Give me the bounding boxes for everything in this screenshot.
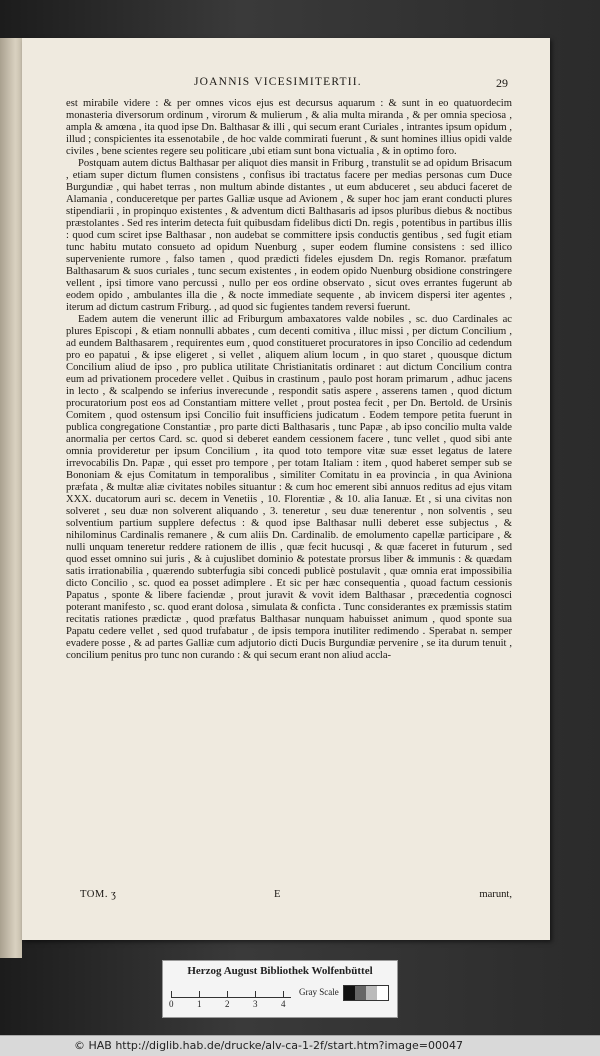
signature-mark: E bbox=[274, 889, 281, 900]
body-text bbox=[66, 98, 512, 662]
catchword: marunt, bbox=[479, 889, 512, 900]
running-head bbox=[22, 76, 550, 96]
scale-tick bbox=[255, 991, 256, 997]
library-colorbar bbox=[162, 960, 398, 1018]
scale-tick bbox=[171, 991, 172, 997]
scale-tick-label: 1 bbox=[197, 999, 202, 1009]
scale-tick bbox=[199, 991, 200, 997]
facing-page-edge bbox=[0, 38, 22, 958]
gray-scale-swatches bbox=[343, 985, 389, 1001]
gray-swatch bbox=[377, 986, 388, 1000]
page-number: 29 bbox=[496, 76, 508, 90]
book-page bbox=[22, 38, 550, 940]
gray-swatch bbox=[344, 986, 355, 1000]
source-url[interactable]: © HAB http://diglib.hab.de/drucke/alv-ca-1-2f/start.htm?image=00047 bbox=[74, 1039, 463, 1052]
cm-scale bbox=[171, 985, 291, 998]
scale-tick-label: 0 bbox=[169, 999, 174, 1009]
paragraph-3: Eadem autem die venerunt illic ad Friburgum ambaxatores valde nobiles , sc. duo Cardinales ac plures Episcopi , & etiam nonnulli abbates , cum decenti comitiva , illuc missi , per dictum Concilium , ad eundem Balthasarem , requirentes eum , quod constitueret procuratores in ipso Concilio ad cedendum pro eo papatui , & ipse eligeret , si vellet , aliquem alium locum , in quo staret , quousque dictum Concilium aliud de ipso , pro publica utilitate Christianitatis ordinaret : aut dictum Concilium contra eum ad privationem procedere vellet . Quibus in crastinum , paulo post horam primarum , adhuc jacens in lecto , & scalpendo se inferius inverecunde , respondit satis aspere , asserens tamen , quod dictum procuratorium post eos ad Constantiam mittere vellet , prout postea fecit , per Dn. Bertold. de Ursinis Comitem , quod ostensum ipsi Concilio fuit insufficiens judicatum . Eodem tempore petita fuerunt in publica congregatione Constantiæ , pro parte dicti Balthasaris , tunc Papæ , ab ipso concilio multa valde anormalia per certos Card. sc. quod si deberet eandem cessionem facere , tunc vellet , quod sibi ante omnia provideretur per ipsum Concilium , ita quod toto tempore vitæ suæ esset legatus de latere irrevocabilis Dn. Papæ , qui esset pro tempore , per totam Italiam : item , quod haberet semper sub se Bononiam & ejus Comitatum in temporalibus , similiter Comitatu in ea provincia , in qua Aviniona præfata , & multæ aliæ civitates nobiles situantur : & cum hoc emerent sibi annuos reditus ad ejus vitam XXX. ducatorum auri sc. decem in Venetiis , 10. Florentiæ , & 10. alia Ianuæ. Et , si una civitas non solveret , seu duæ non solverent aliquando , 3. teneretur , seu duæ tenerentur , non solventis , seu solventium partium supplere defectus : & quod ipse Balthasar nulli deberet esse subjectus , & nihilominus Cardinalis remanere , & cum aliis Dn. Cardinalib. de emolumento capellæ participare , & nulli unquam teneretur reddere rationem de illis , quæ fecit hucusqi , & quæ faceret in futurum , sed quod esset omnino sui juris , & à cujuslibet dominio & potestate prorsus liber & immunis : & quædam satis irrationabilia , quærendo subterfugia sibi concedi publicè postulavit , quæ omnia erat impossibilia dicto Concilio , sc. quod ea posset adimplere . Et sic per hæc consequentia , quoad factum cessionis Papatus , sponte & libere faciendæ , prout juravit & vovit idem Balthasar , præcedentia cognosci poterant manifesto , sc. quod erant dolosa , simulata & conficta . Tunc considerantes ex præmissis statim recitatis rationes prædictæ , quod præfatus Balthasar nunquam habuisset animum , quod sponte sua Papatu cedere vellet , sed quod trufabatur , de ipsis tempora inutiliter redimendo . Sperabat n. semper evadere posse , & ad partes Galliæ cum adjutorio dicti Ducis Burgundiæ pervenire , se ita durum tenuit , concilium penitus pro tunc non curando : & qui secum erant non aliud accla- bbox=[66, 314, 512, 661]
gray-scale-label: Gray Scale bbox=[299, 987, 339, 997]
scale-tick bbox=[283, 991, 284, 997]
scale-tick-label: 4 bbox=[281, 999, 286, 1009]
scale-tick bbox=[227, 991, 228, 997]
scale-tick-label: 3 bbox=[253, 999, 258, 1009]
paragraph-1: est mirabile videre : & per omnes vicos ejus est decursus aquarum : & sunt in eo quatuordecim monasteria diversorum ordinum , virorum & mulierum , & alia multa miranda , & per omnia speciosa , ampla & amœna , ita quod ipse Dn. Balthasar & illi , qui secum erant Curiales , intrantes ipsum opidum , illud ; conspicientes ita essenotabile , de hoc valde commirati fuerunt , & sunt homines illius opidi valde civiles , bene scientes regere seu politicare ,ubi etiam sunt bona victualia , & in optimo foro. bbox=[66, 98, 512, 157]
gray-swatch bbox=[366, 986, 377, 1000]
colorbar-title: Herzog August Bibliothek Wolfenbüttel bbox=[187, 965, 373, 977]
gray-swatch bbox=[355, 986, 366, 1000]
paragraph-2: Postquam autem dictus Balthasar per aliquot dies mansit in Friburg , transtulit se ad opidum Brisacum , etiam super dictum flumen consistens , confisus ibi tractatus facere per medias personas cum Duce Burgundiæ , qui habet terras , non multum abinde distantes , ut eum abduceret , seu abduci faceret de Alamania , conduceretque per partes Galliæ usque ad Avionem , & super hoc jam erant conducti plures stipendiarii , in propinquo existentes , & adventum dicti Balthasaris ad ipsos pluribus diebus & noctibus præstolantes . Sed res interim detecta fuit quibusdam fidelibus dicti Dn. regis , potentibus in partibus illis : quod cum sciret ipse Balthasar , non audebat se committere ipsis conductis gentibus , sed fugit etiam tunc habitu mutato consueto ad opidum Nuenburg , super eodem flumine consistens : sed illico superveniente rumore , falso tamen , quod prædicti fideles ejusdem Dn. regis Romanor. præfatum Balthasarum & suos curiales , tunc secum existentes , in eodem opido Nuenburg obsidione constringere vellent , ipsi timore vano percussi , nullo per eos ordine observato , sicut oves errantes fugerunt ab eodem opido , ambulantes illa die , & nocte immediate sequente , ab invicem dispersi iter agentes , iterum ad dictum castrum Friburg. , ad quod sic fugientes tandem reversi fuerunt. bbox=[66, 158, 512, 313]
page-foot bbox=[66, 889, 512, 903]
volume-marker: TOM. ʒ bbox=[80, 889, 117, 900]
source-footer bbox=[0, 1035, 600, 1056]
running-title: JOANNIS VICESIMITERTII. bbox=[194, 76, 362, 88]
scale-tick-label: 2 bbox=[225, 999, 230, 1009]
